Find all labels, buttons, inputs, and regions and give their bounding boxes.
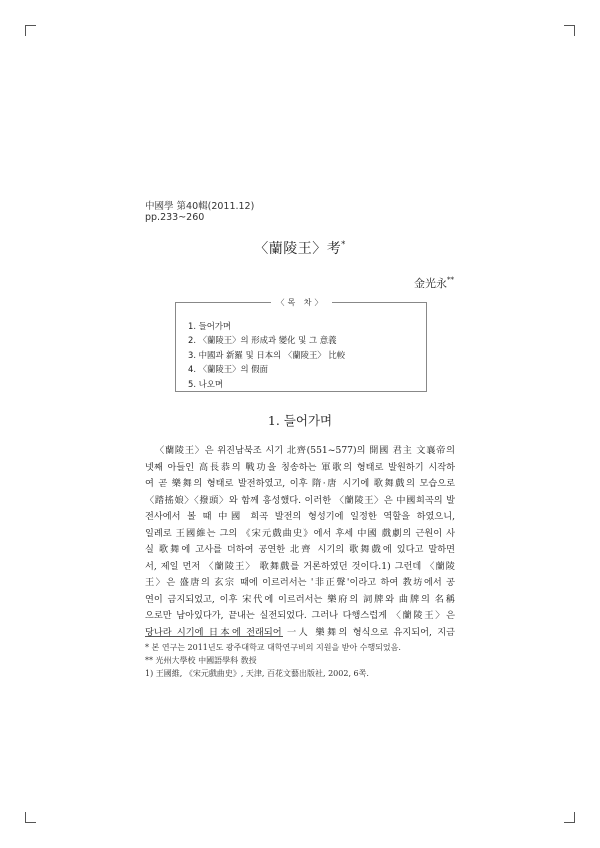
- author: [414, 275, 454, 291]
- body-line: 넷째 아들인 高長恭의 戰功을 칭송하는 軍歌의 형태로 발원하기 시작하: [145, 461, 455, 473]
- body-line: 일례로 王國維는 그의 《宋元戲曲史》에서 후세 中國 戲劇의 근원이 사: [145, 527, 455, 539]
- body-line: 여 곧 樂舞의 형태로 발전하였고, 이후 隋·唐 시기에 歌舞戲의 모습으로: [145, 478, 455, 489]
- crop-mark-top-right: [564, 25, 575, 36]
- title-footnote-mark: *: [341, 240, 346, 249]
- crop-mark-bottom-right: [564, 812, 575, 823]
- body-line: 실 歌舞에 고사를 더하여 공연한 北齊 시기의 歌舞戲에 있다고 말하면: [145, 544, 455, 555]
- footnote: ** 光州大學校 中國語學科 敎授: [145, 656, 257, 665]
- paper-title: [0, 238, 600, 258]
- body-line: 으로만 남아있다가, 끝내는 실전되었다. 그러나 다행스럽게 〈蘭陵王〉은: [145, 610, 455, 621]
- toc-item: 2. 〈蘭陵王〉의 形成과 變化 및 그 意義: [188, 335, 337, 346]
- footnote: * 본 연구는 2011년도 광주대학교 대학연구비의 지원을 받아 수행되었음.: [145, 643, 401, 652]
- toc-item: 4. 〈蘭陵王〉의 假面: [188, 364, 269, 375]
- body-text: [145, 443, 455, 641]
- toc-item: 5. 나오며: [188, 378, 223, 389]
- footnote-divider: [145, 636, 283, 637]
- body-line: 〈踏搖娘〉〈撥頭〉와 함께 흥성했다. 이러한 〈蘭陵王〉은 中國희곡의 발: [145, 494, 455, 506]
- journal-name-issue: 中國學 第40輯(2011.12): [145, 201, 255, 212]
- author-name: 金光永: [414, 277, 447, 290]
- table-of-contents: [175, 298, 427, 392]
- journal-pages: pp.233~260: [145, 212, 205, 223]
- crop-mark-top-left: [25, 25, 36, 36]
- footnote: 1) 王國維, 《宋元戲曲史》, 天津, 百花文藝出版社, 2002, 6쪽.: [145, 669, 369, 678]
- journal-info: [145, 201, 254, 223]
- toc-item: 1. 들어가며: [188, 321, 232, 331]
- toc-list: [188, 319, 345, 391]
- body-line: 서, 제일 먼저 〈蘭陵王〉 歌舞戲를 거론하였던 것이다.1) 그런데 〈蘭陵: [145, 560, 455, 572]
- toc-label: 〈목 차〉: [271, 298, 332, 307]
- footnotes: [145, 641, 465, 680]
- section-heading: 1. 들어가며: [267, 413, 333, 428]
- author-footnote-mark: **: [447, 276, 454, 284]
- body-line: 〈蘭陵王〉은 위진남북조 시기 北齊(551~577)의 開國 君主 文襄帝의: [155, 445, 455, 456]
- crop-mark-bottom-left: [25, 812, 36, 823]
- body-line: 연이 금지되었고, 이후 宋代에 이르러서는 樂府의 詞牌와 曲牌의 名稱: [145, 593, 455, 605]
- body-line: 전사에서 볼 때 中國 희곡 발전의 형성기에 일정한 역할을 하였으니,: [145, 511, 455, 522]
- paper-title-text: 〈蘭陵王〉考: [254, 241, 342, 257]
- body-line: 王〉은 盛唐의 玄宗 때에 이르러서는 '非正聲'이라고 하여 教坊에서 공: [145, 577, 455, 588]
- body-line: 당나라 시기에 日本에 전래되어 一人 樂舞의 형식으로 유지되어, 지금: [145, 626, 455, 638]
- toc-item: 3. 中國과 新羅 및 日本의 〈蘭陵王〉 比較: [188, 349, 346, 360]
